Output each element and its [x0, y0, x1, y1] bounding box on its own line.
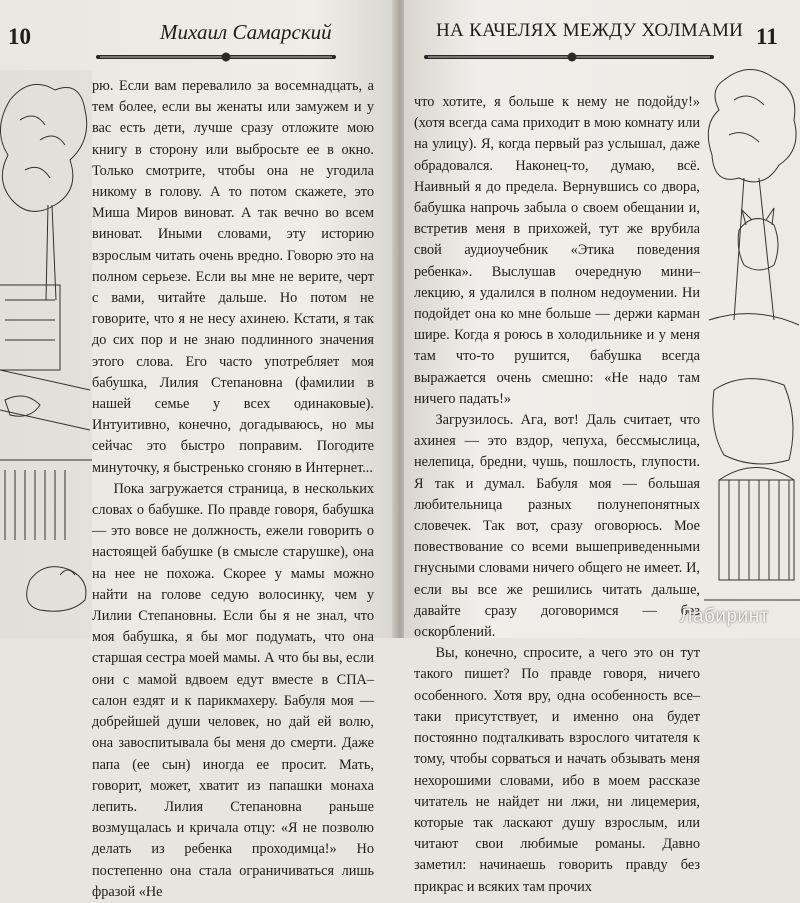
- running-head-author: Михаил Самарский: [160, 20, 332, 44]
- cat-in-tree-illustration-icon: [704, 60, 800, 638]
- paragraph: рю. Если вам перевалило за восемнадцать, а тем более, если вы женаты или замужем и у вас есть дети, лучше сразу отложите мою книгу в сторону или выбросьте ее в окно. Только смотрите, чтобы она не угодила никому в голову. А то потом скажете, это Миша Миров виноват. А так вечно во всем виноват. Иными словами, эту историю взрослым читать очень вредно. Говорю это на полном серьезе. Если вы мне не верите, черт с вами, читайте дальше. Но потом не говорите, что я не несу ахинею. Кстати, я так до сих пор и не знаю подлинного значения этого слова. Его часто употребляет моя бабушка, Лилия Степановна (фамилии в нашей семье у всех одинаковые). Интуитивно, конечно, догадываюсь, но мы сейчас это быстро поправим. Погодите минуточку, я быстренько сгоняю в Интернет...: [92, 78, 374, 476]
- paragraph: что хотите, я больше к нему не подойду!» (хотя всегда сама приходит в мою комнату или на улицу). Я, когда первый раз услышал, даже обрадовался. Наконец-то, думаю, всё. Наивный я до предела. Вернувшись со двора, бабушка напрочь забыла о своем обещании и, встретив меня в прихожей, тут же врубила свой аудиоучебник «Этика поведения ребенка». Выслушав очередную мини–лекцию, я удалился в полном недоумении. Ни подойдет она ко мне больше — держи карман шире. Когда я роюсь в холодильнике и у меня там что-то рушится, бабушка всегда выражается очень смешно: «Не надо там ничего падать!»: [414, 94, 700, 407]
- tree-illustration-icon: [0, 70, 92, 638]
- body-text-right: [414, 92, 700, 898]
- right-page: [404, 0, 800, 895]
- paragraph: Пока загружается страница, в нескольких словах о бабушке. По правде говоря, бабушка — это вовсе не должность, ежели говорить о настоящей бабушке (в смысле старушке), она на нее не похожа. Скорее у мамы можно найти на голове седую волосинку, чем у Лилии Степановны. Если бы я не знал, что моя бабушка, я бы мог подумать, что она старшая сестра моей мамы. А что бы вы, если они с мамой вдвоем едут вместе в СПА–салон ездят и к парикмахеру. Бабуля моя — добрейшей души человек, но дай ей волю, она завоспитывала бы меня до смерти. Даже папа (ее сын) иногда ее просит. Мать, говорит, может, хватит из папашки монаха лепить. Лилия Степановна раньше возмущалась и кричала отцу: «Я не позволю делать из ребенка проходимца!» Но постепенно она стала ограничиваться лишь фразой «Не: [92, 480, 374, 900]
- page-number-right: 11: [756, 24, 778, 49]
- labirint-logo: Лабиринт: [680, 606, 769, 627]
- body-text-left: [92, 76, 374, 903]
- paragraph: Загрузилось. Ага, вот! Даль считает, что ахинея — это вздор, чепуха, бессмыслица, нелепица, бредни, чушь, пошлость, глупости. Я так и думал. Бабуля моя — большая любительница разных полунепонятных словечек. Так вот, сразу оговорюсь. Мое повествование со всеми вышеприведенными гнусными словами ничего общего не имеет. И, если вы все же решились читать дальше, давайте сразу договоримся — без оскорблений.: [414, 412, 700, 641]
- page-number-left: 10: [8, 24, 31, 49]
- left-page: [0, 0, 396, 900]
- running-head-title: НА КАЧЕЛЯХ МЕЖДУ ХОЛМАМИ: [436, 20, 744, 41]
- paragraph: Вы, конечно, спросите, а чего это он тут такого пишет? По правде говоря, ничего особенного. Хотя вру, одна особенность все–таки присутствует, и именно она будет постоянно подталкивать взрослого читателя к тому, чтобы сорваться и начать обзывать меня нехорошими словами, ибо в моем рассказе читатель не найдет ни лжи, ни лицемерия, которые так ласкают душу взрослым, или читают свои любимые романы. Давно заметил: начинаешь говорить правду без прикрас и всяких там прочих: [414, 645, 700, 895]
- decorative-rule-left: [96, 52, 336, 62]
- decorative-rule-right: [424, 52, 714, 62]
